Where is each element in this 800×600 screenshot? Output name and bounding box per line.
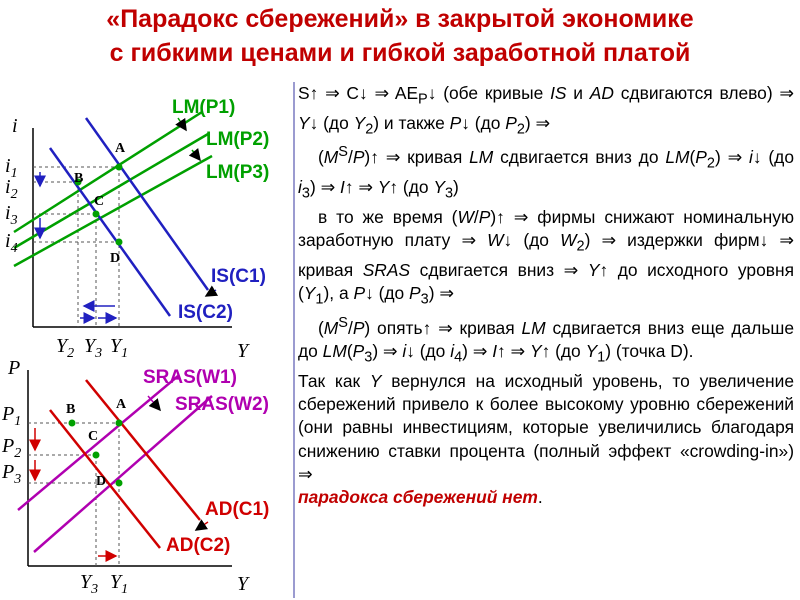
- is-c2-curve: [50, 148, 170, 316]
- output-label-y3: $Y_3$: [84, 335, 103, 361]
- lm-shift-arrow-2: [192, 150, 200, 160]
- as-ad-point-b: [69, 420, 76, 427]
- price-label-p2: $P_2$: [2, 435, 22, 461]
- as-ad-point-a: [116, 420, 123, 427]
- as-ad-point-b-label: B: [66, 402, 76, 417]
- page-title: [0, 2, 800, 70]
- as-ad-point-c: [93, 452, 100, 459]
- rate-label-i1: $i_1$: [5, 155, 18, 181]
- rate-label-i3: $i_3$: [5, 202, 18, 228]
- explanation-paragraph-4-text: $(M^S/P)$ опять↑ ⇒ кривая LM сдвигается вниз еще дальше до $LM(P_3)$ ⇒ i↓ (до $i_4$) ⇒ I↑ ⇒ Y↑ (до $Y_1$) (точка D).: [298, 314, 795, 366]
- as-ad-point-a-label: A: [116, 397, 127, 412]
- ad-c2-label: AD(C2): [166, 535, 231, 556]
- lm-p3-label: LM(P3): [206, 162, 270, 183]
- as-ad-x-axis-label: Y: [237, 573, 249, 595]
- explanation-paragraph-4: [298, 312, 794, 370]
- explanation-paragraph-2: [298, 142, 794, 206]
- explanation-paragraph-5-text: Так как Y вернулся на исходный уровень, то увеличение сбережений привело к более высокому уровню сбережений (они равны инвестициям, которые увеличились благодаря снижению ставки процента (полный эффект «crowding-in») ⇒: [298, 370, 794, 485]
- sras-shift-arrow: [148, 396, 160, 410]
- rate-label-i4: $i_4$: [5, 230, 18, 256]
- is-lm-point-c: [93, 211, 100, 218]
- as-ad-y-axis-label: P: [8, 357, 21, 379]
- is-lm-point-b-label: B: [74, 171, 84, 186]
- title-line-1: «Парадокс сбережений» в закрытой экономике: [106, 5, 694, 33]
- explanation-paragraph-2-text: $(M^S/P)↑$ ⇒ кривая LM сдвигается вниз до $LM(P_2)$ ⇒ i↓ (до $i_3$) ⇒ I↑ ⇒ Y↑ (до $Y_3$): [298, 144, 795, 202]
- lm-p2-label: LM(P2): [206, 129, 270, 150]
- is-lm-x-axis-label: Y: [237, 340, 249, 362]
- ad-shift-arrow: [196, 522, 208, 530]
- as-ad-point-c-label: C: [88, 429, 99, 444]
- conclusion-period: .: [537, 487, 543, 508]
- as-ad-output-label-y1: $Y_1$: [110, 571, 129, 597]
- output-label-y1: $Y_1$: [110, 335, 129, 361]
- sras-w1-label: SRAS(W1): [143, 367, 237, 388]
- explanation-text: [298, 82, 794, 510]
- explanation-paragraph-1: S↑ ⇒ C↓ ⇒ $AE_P↓$ (обе кривые IS и AD сдвигаются влево) ⇒ Y↓ (до $Y_2$) и также P↓ (до $P_2$) ⇒: [298, 83, 794, 138]
- as-ad-output-label-y3: $Y_3$: [80, 571, 99, 597]
- conclusion-text: парадокса сбережений нет: [298, 487, 538, 508]
- is-lm-point-d: [116, 239, 123, 246]
- title-line-2: с гибкими ценами и гибкой заработной платой: [109, 39, 691, 67]
- as-ad-panel: [1, 357, 269, 597]
- as-ad-point-d: [116, 480, 123, 487]
- output-label-y2: $Y_2$: [56, 335, 75, 361]
- is-lm-as-ad-diagram: [0, 70, 293, 600]
- rate-label-i2: $i_2$: [5, 176, 18, 202]
- is-lm-y-axis-label: i: [12, 115, 18, 137]
- is-lm-panel: [5, 97, 269, 362]
- price-label-p1: $P_1$: [2, 403, 22, 429]
- is-lm-point-d-label: D: [110, 251, 121, 266]
- is-c1-label: IS(C1): [211, 266, 266, 287]
- explanation-paragraph-3-text: в то же время (W/P)↑ ⇒ фирмы снижают номинальную заработную плату ⇒ W↓ (до $W_2$) ⇒ издержки фирм↓ ⇒ кривая SRAS сдвигается вниз ⇒ Y↑ до исходного уровня $(Y_1)$, а P↓ (до $P_3$) ⇒: [298, 206, 794, 308]
- explanation-paragraph-5: [298, 370, 794, 510]
- as-ad-point-d-label: D: [96, 474, 107, 489]
- is-c2-label: IS(C2): [178, 302, 233, 323]
- explanation-paragraph-3: [298, 206, 794, 312]
- is-shift-arrow: [206, 290, 216, 296]
- lm-p3-curve: [14, 156, 212, 266]
- is-lm-point-a-label: A: [115, 141, 126, 156]
- vertical-divider: [293, 82, 295, 598]
- sras-w2-label: SRAS(W2): [175, 394, 269, 415]
- is-lm-point-c-label: C: [94, 194, 105, 209]
- price-label-p3: $P_3$: [2, 461, 22, 487]
- lm-p1-label: LM(P1): [172, 97, 236, 118]
- ad-c1-label: AD(C1): [205, 499, 270, 520]
- is-lm-point-a: [116, 164, 123, 171]
